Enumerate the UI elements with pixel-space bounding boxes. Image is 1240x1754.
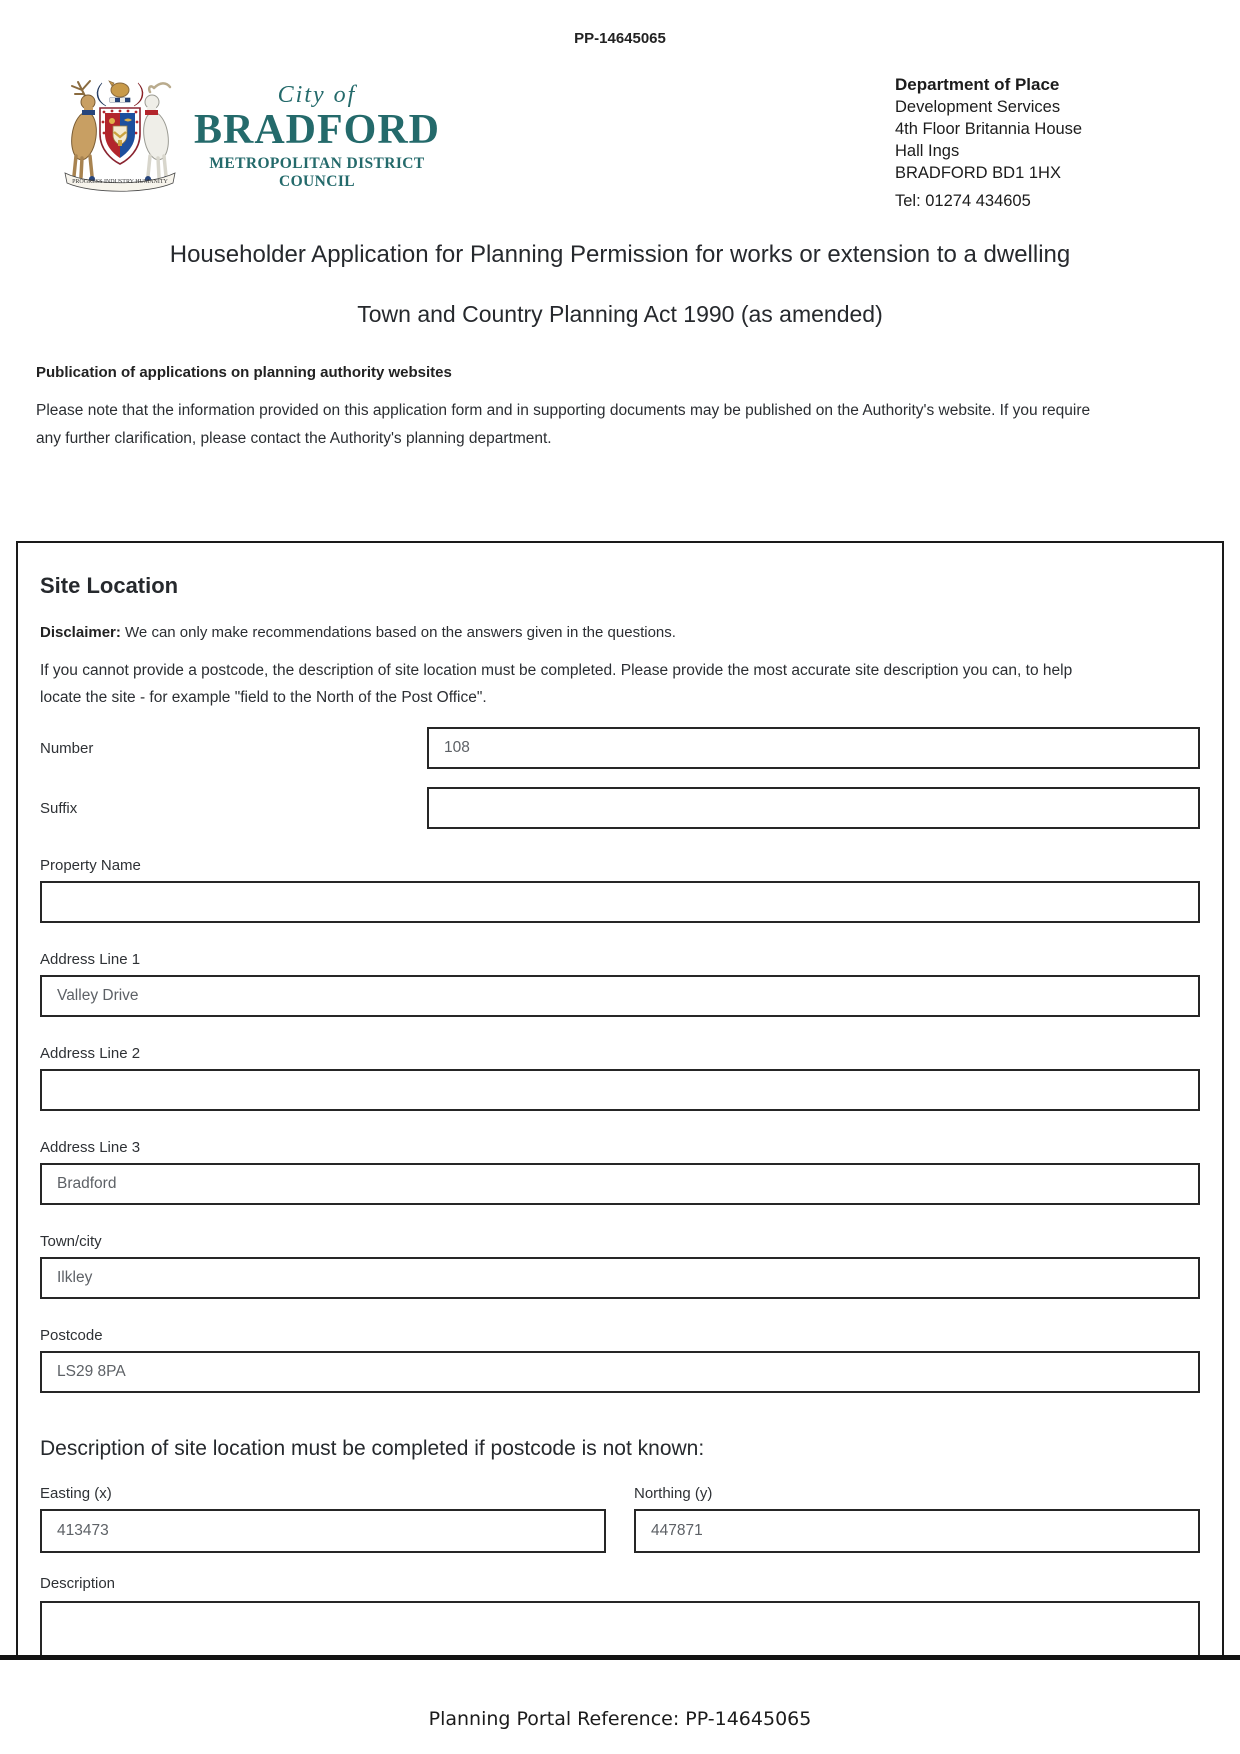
disclaimer-text (40, 624, 1200, 641)
postcode-label: Postcode (40, 1327, 103, 1344)
coordinates-row (40, 1485, 1200, 1553)
site-location-section (16, 541, 1224, 1655)
address-line-3-input[interactable] (40, 1163, 1200, 1205)
description-required-heading: Description of site location must be completed if postcode is not known: (40, 1437, 705, 1460)
logo-city-of: City of (277, 82, 357, 108)
address-line-1-label: Address Line 1 (40, 951, 141, 968)
department-name: Department of Place (895, 75, 1060, 94)
boar-head-crest (111, 83, 129, 97)
shield (100, 108, 140, 164)
town-city-group (40, 1233, 1200, 1299)
description-group (40, 1575, 1200, 1655)
disclaimer-body: We can only make recommendations based on the answers given in the questions. (125, 624, 676, 641)
motto-text: PROGRESS INDUSTRY HUMANITY (72, 179, 168, 185)
easting-input[interactable] (40, 1509, 606, 1553)
logo-bradford: BRADFORD (194, 107, 440, 153)
number-row (40, 727, 1200, 769)
department-address-block (895, 74, 1082, 212)
address-line-1-input[interactable] (40, 975, 1200, 1017)
property-name-group (40, 857, 1200, 923)
publication-body: Please note that the information provided on this application form and in supporting documents may be published on the Authority's website. If you require any further clarification, please contact the Authority's planning department. (36, 402, 1091, 447)
northing-input[interactable] (634, 1509, 1200, 1553)
postcode-input[interactable] (40, 1351, 1200, 1393)
postcode-group (40, 1327, 1200, 1393)
department-line: BRADFORD BD1 1HX (895, 164, 1061, 182)
logo-subtitle: METROPOLITAN DISTRICT COUNCIL (209, 154, 425, 190)
council-logotype (184, 82, 450, 191)
description-input[interactable] (40, 1601, 1200, 1655)
easting-group (40, 1485, 606, 1553)
address-line-3-label: Address Line 3 (40, 1139, 141, 1156)
northing-group (634, 1485, 1200, 1553)
form-title: Householder Application for Planning Permission for works or extension to a dwelling (169, 241, 1071, 268)
bradford-crest-icon (60, 74, 180, 196)
northing-label: Northing (y) (634, 1485, 713, 1502)
goat-collar (145, 110, 158, 115)
suffix-label: Suffix (40, 799, 78, 817)
suffix-row (40, 787, 1200, 829)
department-phone: Tel: 01274 434605 (895, 192, 1031, 210)
address-line-2-label: Address Line 2 (40, 1045, 141, 1062)
address-line-2-group (40, 1045, 1200, 1111)
publication-heading: Publication of applications on planning authority websites (36, 364, 452, 381)
department-line: Hall Ings (895, 142, 960, 160)
description-label: Description (40, 1575, 116, 1592)
number-label: Number (40, 739, 94, 757)
postcode-info-text: If you cannot provide a postcode, the description of site location must be completed. Please provide the most accurate site description you can, to help locate the site - for example "field to the North of the Post Office". (40, 662, 1073, 706)
suffix-input[interactable] (427, 787, 1200, 829)
property-name-label: Property Name (40, 857, 141, 874)
department-line: Development Services (895, 98, 1061, 116)
address-line-2-input[interactable] (40, 1069, 1200, 1111)
disclaimer-label: Disclaimer: (40, 624, 121, 641)
site-location-heading: Site Location (40, 573, 179, 598)
goat-supporter (141, 83, 171, 182)
town-city-label: Town/city (40, 1233, 102, 1250)
mantling-left (97, 83, 106, 106)
application-reference: PP-14645065 (574, 30, 666, 47)
planning-portal-reference: Planning Portal Reference: PP-14645065 (428, 1708, 812, 1730)
number-input[interactable] (427, 727, 1200, 769)
property-name-input[interactable] (40, 881, 1200, 923)
easting-label: Easting (x) (40, 1485, 112, 1502)
mantling-right (134, 83, 143, 106)
address-line-3-group (40, 1139, 1200, 1205)
form-subtitle: Town and Country Planning Act 1990 (as amended) (357, 301, 883, 327)
page-header (0, 0, 1240, 215)
department-line: 4th Floor Britannia House (895, 120, 1083, 138)
town-city-input[interactable] (40, 1257, 1200, 1299)
stag-supporter (69, 81, 99, 182)
stag-collar (82, 110, 95, 115)
page-break-line (0, 1655, 1240, 1660)
address-line-1-group (40, 951, 1200, 1017)
